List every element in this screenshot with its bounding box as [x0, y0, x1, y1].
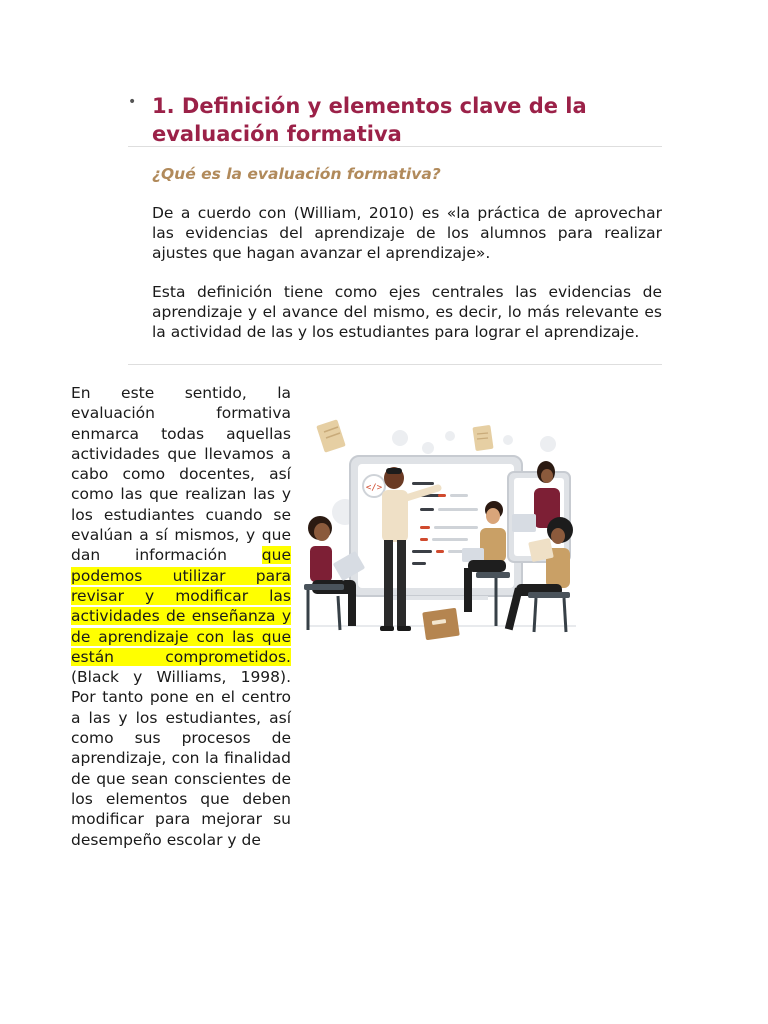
- column-paragraph: [71, 383, 291, 850]
- divider-bottom: [128, 364, 662, 365]
- bullet: •: [128, 94, 137, 110]
- column-text-after: (Black y Williams, 1998). Por tanto pone en el centro a las y los estudiantes, así como sus procesos de aprendizaje, con la finalidad de que sean conscientes de los elementos que deben modificar para mejorar su desempeño escolar y de: [71, 668, 291, 849]
- team-illustration: [300, 400, 582, 650]
- paragraph-axes: Esta definición tiene como ejes centrales las evidencias de aprendizaje y el avance del mismo, es decir, lo más relevante es la actividad de las y los estudiantes para lograr el aprendizaje.: [152, 283, 662, 342]
- column-text-before: En este sentido, la evaluación formativa enmarca todas aquellas actividades que llevamos a cabo como docentes, así como las que realizan las y los estudiantes cuando se evalúan a sí mismos, y que dan información: [71, 384, 291, 565]
- code-icon: </>: [365, 483, 383, 493]
- subheading: ¿Qué es la evaluación formativa?: [152, 165, 441, 183]
- section-heading: [128, 92, 662, 148]
- highlighted-text: que podemos utilizar para revisar y modificar las actividades de enseñanza y de aprendizaje con las que están comprometidos.: [71, 546, 291, 666]
- divider-top: [128, 146, 662, 147]
- folder-icon: [422, 608, 460, 640]
- paragraph-definition: De a cuerdo con (William, 2010) es «la práctica de aprovechar las evidencias del aprendizaje de los alumnos para realizar ajustes que hagan avanzar el aprendizaje».: [152, 204, 662, 263]
- page-title: 1. Definición y elementos clave de la evaluación formativa: [152, 94, 587, 146]
